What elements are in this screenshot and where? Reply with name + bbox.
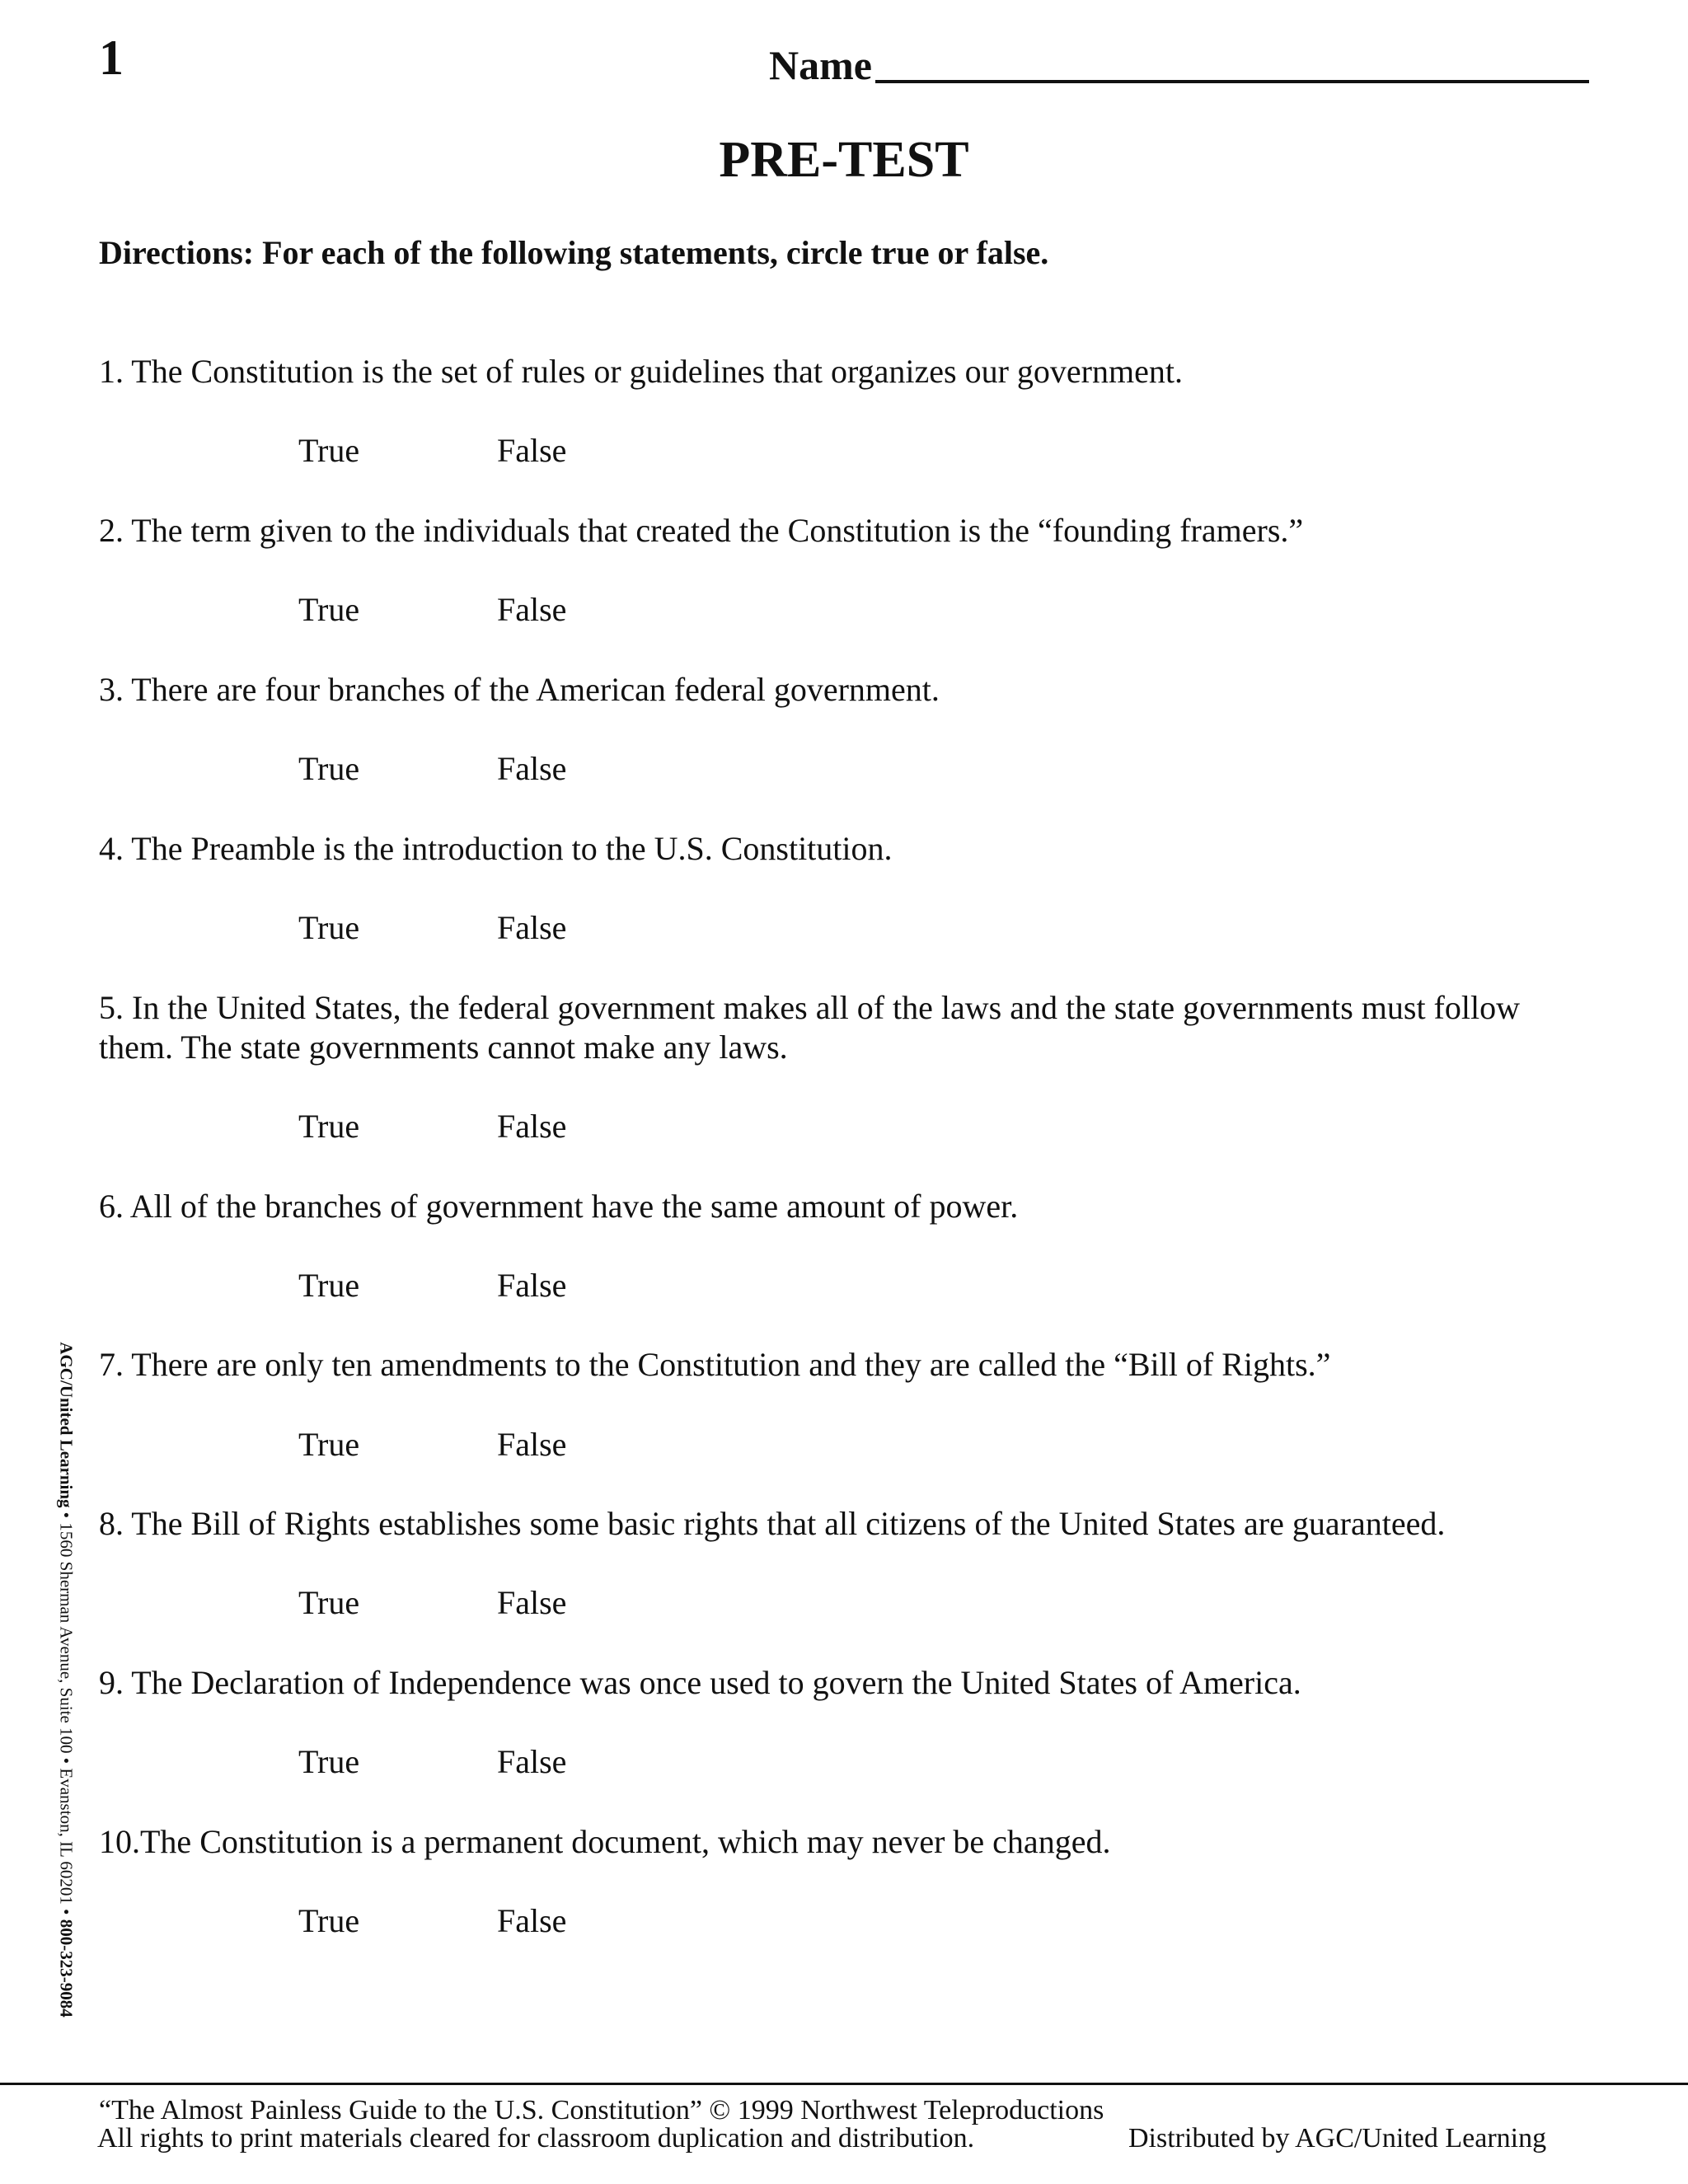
answer-true-3[interactable]: True (298, 750, 360, 787)
question-10: 10.The Constitution is a permanent document, which may never be changed. (99, 1823, 1111, 1860)
answer-true-10[interactable]: True (298, 1902, 360, 1939)
answer-false-10[interactable]: False (497, 1902, 567, 1939)
answer-false-4[interactable]: False (497, 909, 567, 946)
question-7: 7. There are only ten amendments to the Constitution and they are called the “Bill of Rights.” (99, 1346, 1331, 1383)
question-5: 5. In the United States, the federal government makes all of the laws and the state governments must follow them. The state governments cannot make any laws. (99, 989, 1520, 1066)
answer-false-2[interactable]: False (497, 591, 567, 628)
question-1: 1. The Constitution is the set of rules or guidelines that organizes our government. (99, 353, 1183, 390)
answer-true-9[interactable]: True (298, 1743, 360, 1780)
answer-true-1[interactable]: True (298, 432, 360, 469)
name-field (769, 43, 1589, 88)
answer-false-9[interactable]: False (497, 1743, 567, 1780)
footer-copyright: “The Almost Painless Guide to the U.S. Constitution” © 1999 Northwest Teleproductions (99, 2095, 1104, 2125)
question-9: 9. The Declaration of Independence was once used to govern the United States of America. (99, 1664, 1301, 1701)
question-3: 3. There are four branches of the American federal government. (99, 671, 940, 708)
question-4: 4. The Preamble is the introduction to the U.S. Constitution. (99, 830, 893, 867)
answer-true-8[interactable]: True (298, 1584, 360, 1621)
answer-true-2[interactable]: True (298, 591, 360, 628)
answer-true-4[interactable]: True (298, 909, 360, 946)
answer-false-6[interactable]: False (497, 1267, 567, 1304)
footer-rights: All rights to print materials cleared for classroom duplication and distribution. (97, 2123, 975, 2154)
side-company: AGC/United Learning (56, 1342, 77, 1508)
name-label: Name (769, 42, 872, 88)
name-blank-line[interactable] (875, 80, 1589, 83)
page-number: 1 (99, 30, 124, 85)
answer-false-3[interactable]: False (497, 750, 567, 787)
question-2: 2. The term given to the individuals that created the Constitution is the “founding framers.” (99, 512, 1304, 549)
side-publisher-credit (58, 1309, 75, 2050)
question-6: 6. All of the branches of government have the same amount of power. (99, 1188, 1019, 1225)
side-phone: 800-323-9084 (56, 1919, 77, 2018)
answer-true-7[interactable]: True (298, 1426, 360, 1463)
page-title: PRE-TEST (719, 132, 969, 188)
side-address: • 1560 Sherman Avenue, Suite 100 • Evanston, IL 60201 • (56, 1507, 77, 1919)
footer-distributor: Distributed by AGC/United Learning (1128, 2123, 1547, 2154)
answer-true-6[interactable]: True (298, 1267, 360, 1304)
question-8: 8. The Bill of Rights establishes some basic rights that all citizens of the United States are guaranteed. (99, 1505, 1446, 1542)
answer-false-5[interactable]: False (497, 1108, 567, 1145)
directions: Directions: For each of the following statements, circle true or false. (99, 234, 1049, 271)
answer-false-1[interactable]: False (497, 432, 567, 469)
footer-divider (0, 2083, 1688, 2085)
answer-false-8[interactable]: False (497, 1584, 567, 1621)
answer-true-5[interactable]: True (298, 1108, 360, 1145)
answer-false-7[interactable]: False (497, 1426, 567, 1463)
